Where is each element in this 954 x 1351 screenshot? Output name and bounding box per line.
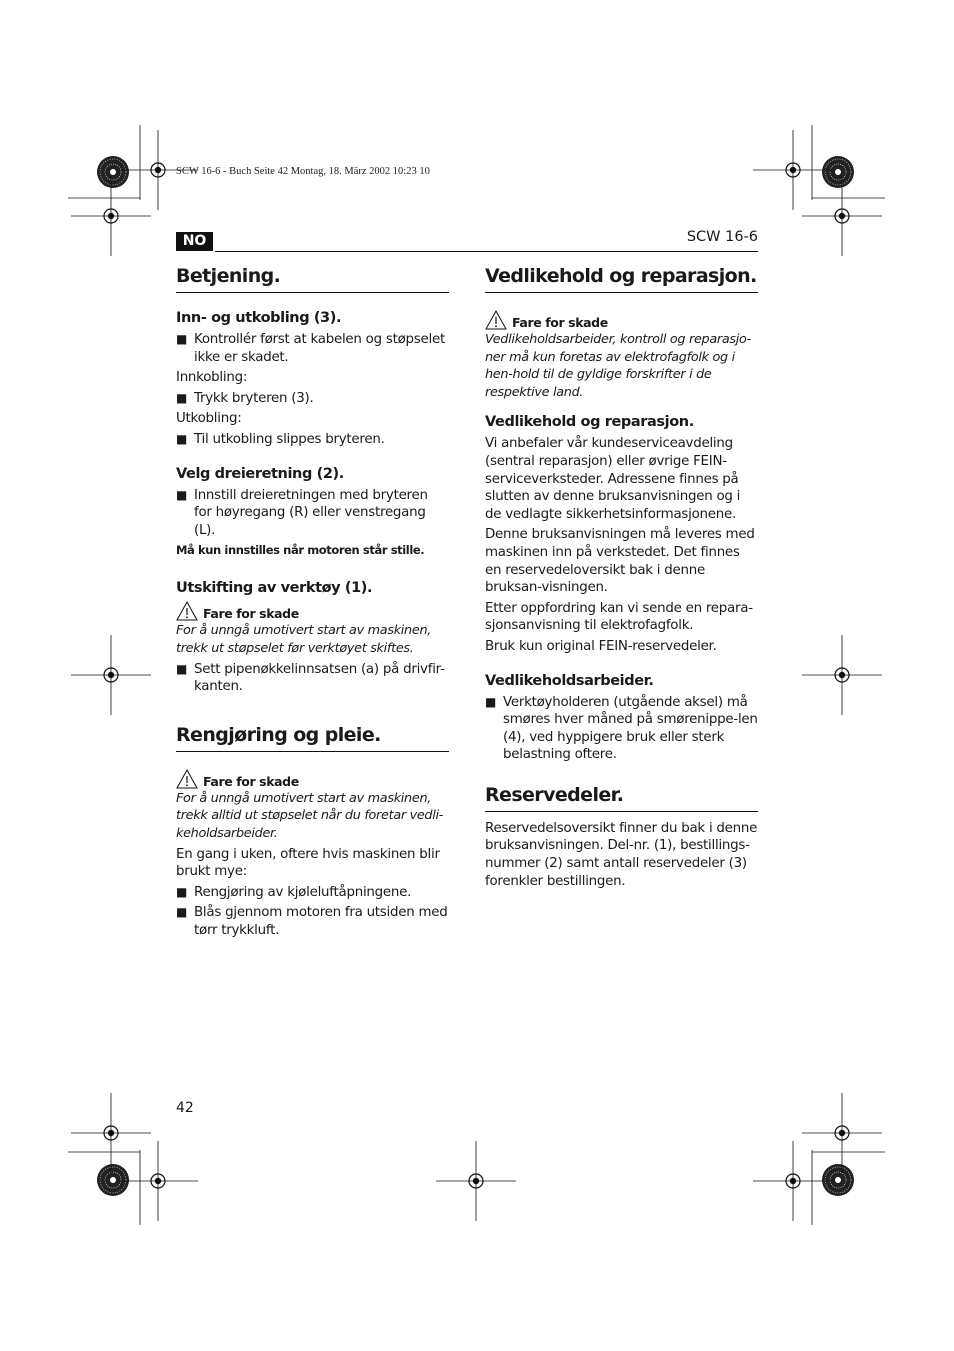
- square-bullet-icon: ■: [485, 694, 497, 709]
- warning-triangle-icon: [176, 601, 198, 621]
- list-item: ■ Verktøyholderen (utgående aksel) må smøres hver måned på smørenippe-len (4), ved hyppigere bruk eller sterk belastning oftere.: [485, 694, 758, 763]
- subsection-title-maintenance-repair: Vedlikehold og reparasjon.: [485, 414, 694, 431]
- square-bullet-icon: ■: [176, 332, 188, 346]
- subsection-title-maintenance-work: Vedlikeholdsarbeider.: [485, 672, 654, 689]
- warning-text: Vedlikeholdsarbeider, kontroll og reparasjo-ner må kun foretas av elektrofagfolk og i hen-hold til de gyldige forskrifter i de respektive land.: [485, 332, 751, 400]
- square-bullet-icon: ■: [176, 884, 188, 899]
- language-badge: NO: [176, 232, 213, 251]
- warning-triangle-icon: [485, 310, 507, 330]
- list-item: ■ Trykk bryteren (3).: [176, 390, 314, 406]
- list-item: ■ Kontrollér først at kabelen og støpselet ikke er skadet.: [176, 332, 445, 365]
- left-column: [176, 262, 449, 942]
- subsection-title-tool-change: Utskifting av verktøy (1).: [176, 580, 373, 597]
- print-slug: SCW 16-6 - Buch Seite 42 Montag, 18. März 2002 10:23 10: [176, 166, 430, 177]
- warning-text: For å unngå umotivert start av maskinen, trekk alltid ut støpselet når du foretar vedli-keholdsarbeider.: [176, 790, 444, 841]
- subsection-title-switching: Inn- og utkobling (3).: [176, 310, 342, 326]
- square-bullet-icon: ■: [176, 390, 188, 405]
- section-title-operation: Betjening.: [176, 262, 449, 293]
- paragraph: Utkobling:: [176, 411, 242, 427]
- section-title-spare-parts: Reservedeler.: [485, 781, 758, 812]
- square-bullet-icon: ■: [176, 431, 188, 446]
- bold-note: Må kun innstilles når motoren står stille.: [176, 543, 425, 558]
- paragraph: Vi anbefaler vår kundeserviceavdeling (sentral reparasjon) eller øvrige FEIN-serviceverksteder. Adressene finnes på slutten av denne bruksanvisningen og i de vedlagte sikkerhetsinformasjonene.: [485, 436, 741, 522]
- header-rule: [215, 251, 758, 252]
- section-title-cleaning: Rengjøring og pleie.: [176, 721, 449, 752]
- paragraph: Denne bruksanvisningen må leveres med maskinen inn på verkstedet. Det finnes en reservedeloversikt bak i denne bruksan-visningen.: [485, 527, 755, 596]
- square-bullet-icon: ■: [176, 905, 188, 920]
- paragraph: Reservedelsoversikt finner du bak i denne bruksanvisningen. Del-nr. (1), bestillings-nummer (2) samt antall reservedeler (3) forenkler bestillingen.: [485, 820, 758, 889]
- paragraph: Bruk kun original FEIN-reservedeler.: [485, 638, 717, 654]
- section-title-maintenance: Vedlikehold og reparasjon.: [485, 262, 758, 293]
- square-bullet-icon: ■: [176, 661, 188, 676]
- list-item: ■ Rengjøring av kjøleluftåpningene.: [176, 884, 412, 900]
- list-item: ■ Til utkobling slippes bryteren.: [176, 431, 385, 447]
- warning-text: For å unngå umotivert start av maskinen, trekk ut støpselet før verktøyet skiftes.: [176, 623, 432, 656]
- list-item: ■ Innstill dreieretningen med bryteren for høyregang (R) eller venstregang (L).: [176, 487, 428, 538]
- list-item: ■ Blås gjennom motoren fra utsiden med tørr trykkluft.: [176, 905, 448, 938]
- right-column: [485, 262, 758, 893]
- square-bullet-icon: ■: [176, 487, 188, 502]
- page-number: 42: [176, 1100, 194, 1116]
- subsection-title-rotation: Velg dreieretning (2).: [176, 465, 344, 482]
- warning-heading: Fare for skade: [176, 601, 449, 621]
- warning-triangle-icon: [176, 769, 198, 789]
- warning-heading: Fare for skade: [176, 769, 449, 789]
- paragraph: Etter oppfordring kan vi sende en repara-sjonsanvisning til elektrofagfolk.: [485, 600, 753, 634]
- warning-heading: Fare for skade: [485, 310, 758, 330]
- model-label: SCW 16-6: [686, 229, 758, 245]
- list-item: ■ Sett pipenøkkelinnsatsen (a) på drivfir-kanten.: [176, 661, 445, 695]
- paragraph: En gang i uken, oftere hvis maskinen blir brukt mye:: [176, 846, 440, 880]
- paragraph: Innkobling:: [176, 370, 248, 386]
